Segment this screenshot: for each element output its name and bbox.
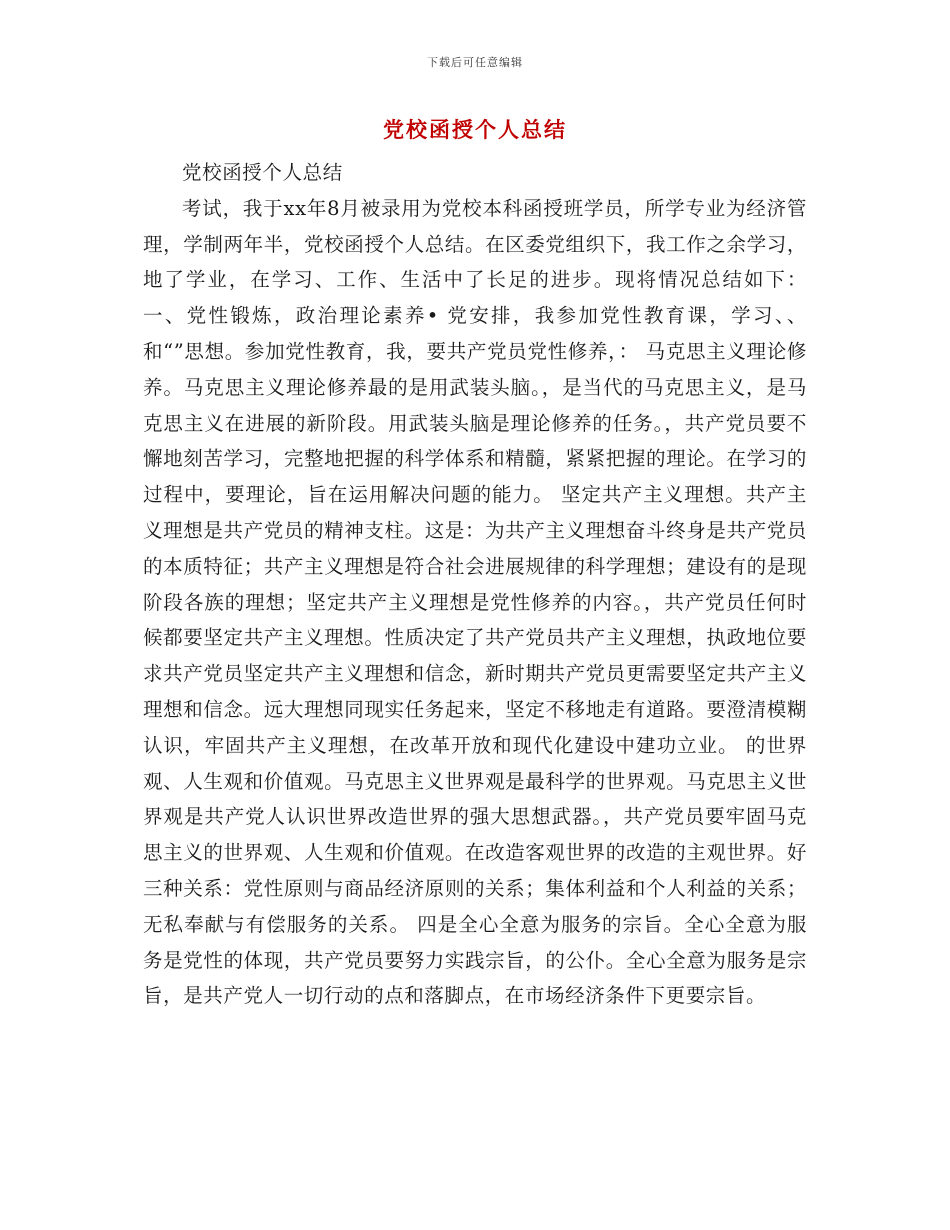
document-body <box>143 155 807 1014</box>
document-title: 党校函授个人总结 <box>383 117 567 142</box>
page-header-note: 下载后可任意编辑 <box>427 56 523 69</box>
body-subtitle: 党校函授个人总结 <box>182 161 343 184</box>
body-paragraph: 考试，我于xx年8月被录用为党校本科函授班学员，所学专业为经济管理，学制两年半，党校函授个人总结。在区委党组织下，我工作之余学习，地了学业，在学习、工作、生活中了长足的进步。现将情况总结如下： 一、党性锻炼，政治理论素养• 党安排，我参加党性教育课，学习、、和“”思想。参加党性教育，我，要共产党员党性修养，： 马克思主义理论修养。马克思主义理论修养最的是用武装头脑。，是当代的马克思主义，是马克思主义在进展的新阶段。用武装头脑是理论修养的任务。，共产党员要不懈地刻苦学习，完整地把握的科学体系和精髓，紧紧把握的理论。在学习的过程中，要理论，旨在运用解决问题的能力。 坚定共产主义理想。共产主义理想是共产党员的精神支柱。这是：为共产主义理想奋斗终身是共产党员的本质特征；共产主义理想是符合社会进展规律的科学理想；建设有的是现阶段各族的理想；坚定共产主义理想是党性修养的内容。，共产党员任何时候都要坚定共产主义理想。性质决定了共产党员共产主义理想，执政地位要求共产党员坚定共产主义理想和信念，新时期共产党员更需要坚定共产主义理想和信念。远大理想同现实任务起来，坚定不移地走有道路。要澄清模糊认识，牢固共产主义理想，在改革开放和现代化建设中建功立业。 的世界观、人生观和价值观。马克思主义世界观是最科学的世界观。马克思主义世界观是共产党人认识世界改造世界的强大思想武器。，共产党员要牢固马克思主义的世界观、人生观和价值观。在改造客观世界的改造的主观世界。好三种关系：党性原则与商品经济原则的关系；集体利益和个人利益的关系；无私奉献与有偿服务的关系。 四是全心全意为服务的宗旨。全心全意为服务是党性的体现，共产党员要努力实践宗旨，的公仆。全心全意为服务是宗旨，是共产党人一切行动的点和落脚点，在市场经济条件下更要宗旨。 <box>143 196 807 1008</box>
